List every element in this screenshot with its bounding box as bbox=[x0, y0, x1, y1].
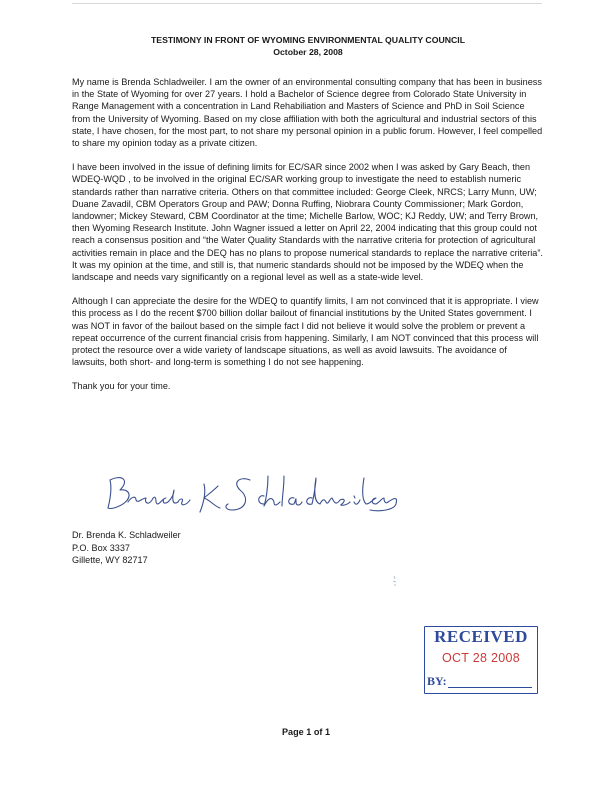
paragraph-introduction: My name is Brenda Schladweiler. I am the owner of an environmental consulting company that has been in business in the State of Wyoming for over 27 years. I hold a Bachelor of Science degree from Colorado State University in Range Management with a concentration in Land Rehabiliation and Masters of Science and PhD in Soil Science from the University of Wyoming. Based on my close affiliation with both the agricultural and industrial sectors of this state, I have chosen, for the most part, to not share my personal opinion in a public forum. However, I feel compelled to share my opinion today as a private citizen. bbox=[72, 77, 543, 149]
stamp-date: OCT 28 2008 bbox=[441, 651, 521, 665]
page-number: Page 1 of 1 bbox=[281, 727, 330, 737]
address-line-2: Gillette, WY 82717 bbox=[72, 555, 148, 565]
document-body bbox=[72, 34, 544, 393]
received-stamp bbox=[424, 626, 540, 696]
address-line-1: P.O. Box 3337 bbox=[72, 542, 130, 553]
paragraph-opinion: Although I can appreciate the desire for the WDEQ to quantify limits, I am not convinced that it is appropriate. I view this process as I do the recent $700 billion dollar bailout of financial institutions by the United States government. I was NOT in favor of the bailout based on the simple fact I did not believe it would solve the problem or prevent a repeat occurrence of the current financial crisis from happening. Similarly, I am NOT convinced that this process will protect the resource over a wide variety of landscape situations, as well as avoid lawsuits. The avoidance of lawsuits, both short- and long-term is something I do not see happening. bbox=[72, 296, 539, 368]
stamp-by-line bbox=[448, 687, 532, 688]
stamp-received-label: RECEIVED bbox=[434, 627, 528, 646]
handwritten-signature bbox=[100, 468, 400, 520]
document-title bbox=[72, 34, 544, 58]
scan-speck bbox=[392, 575, 398, 587]
paragraph-history: I have been involved in the issue of defining limits for EC/SAR since 2002 when I was asked by Gary Beach, then WDEQ-WQD , to be involved in the original EC/SAR working group to investigate the need to establish numeric standards rather than narrative criteria. Others on that committee included: George Cleek, NRCS; Larry Munn, UW; Duane Zavadil, CBM Operators Group and PAW; Donna Ruffing, Niobrara County Commissioner; Mark Gordon, landowner; Mickey Steward, CBM Coordinator at the time; Michelle Barlow, WOC; KJ Reddy, UW; and Terry Brown, then Wyoming Research Institute. John Wagner issued a letter on April 22, 2004 indicating that this group could not reach a consensus position and “the Water Quality Standards with the narrative criteria for protection of agricultural activities remain in place and the DEQ has no plans to propose numerical standards to replace the narrative criteria”. It was my opinion at the time, and still is, that numeric standards should not be imposed by the WDEQ when the landscape and needs vary significantly on a regional level as well as a state-wide level. bbox=[72, 162, 543, 283]
signer-name: Dr. Brenda K. Schladweiler bbox=[72, 530, 181, 540]
top-scan-rule bbox=[72, 3, 542, 4]
title-line-1: TESTIMONY IN FRONT OF WYOMING ENVIRONMENTAL QUALITY COUNCIL bbox=[150, 35, 466, 45]
signature-block bbox=[72, 529, 181, 567]
title-date: October 28, 2008 bbox=[273, 47, 343, 57]
stamp-by-label: BY: bbox=[427, 674, 447, 688]
closing-line: Thank you for your time. bbox=[72, 381, 171, 392]
